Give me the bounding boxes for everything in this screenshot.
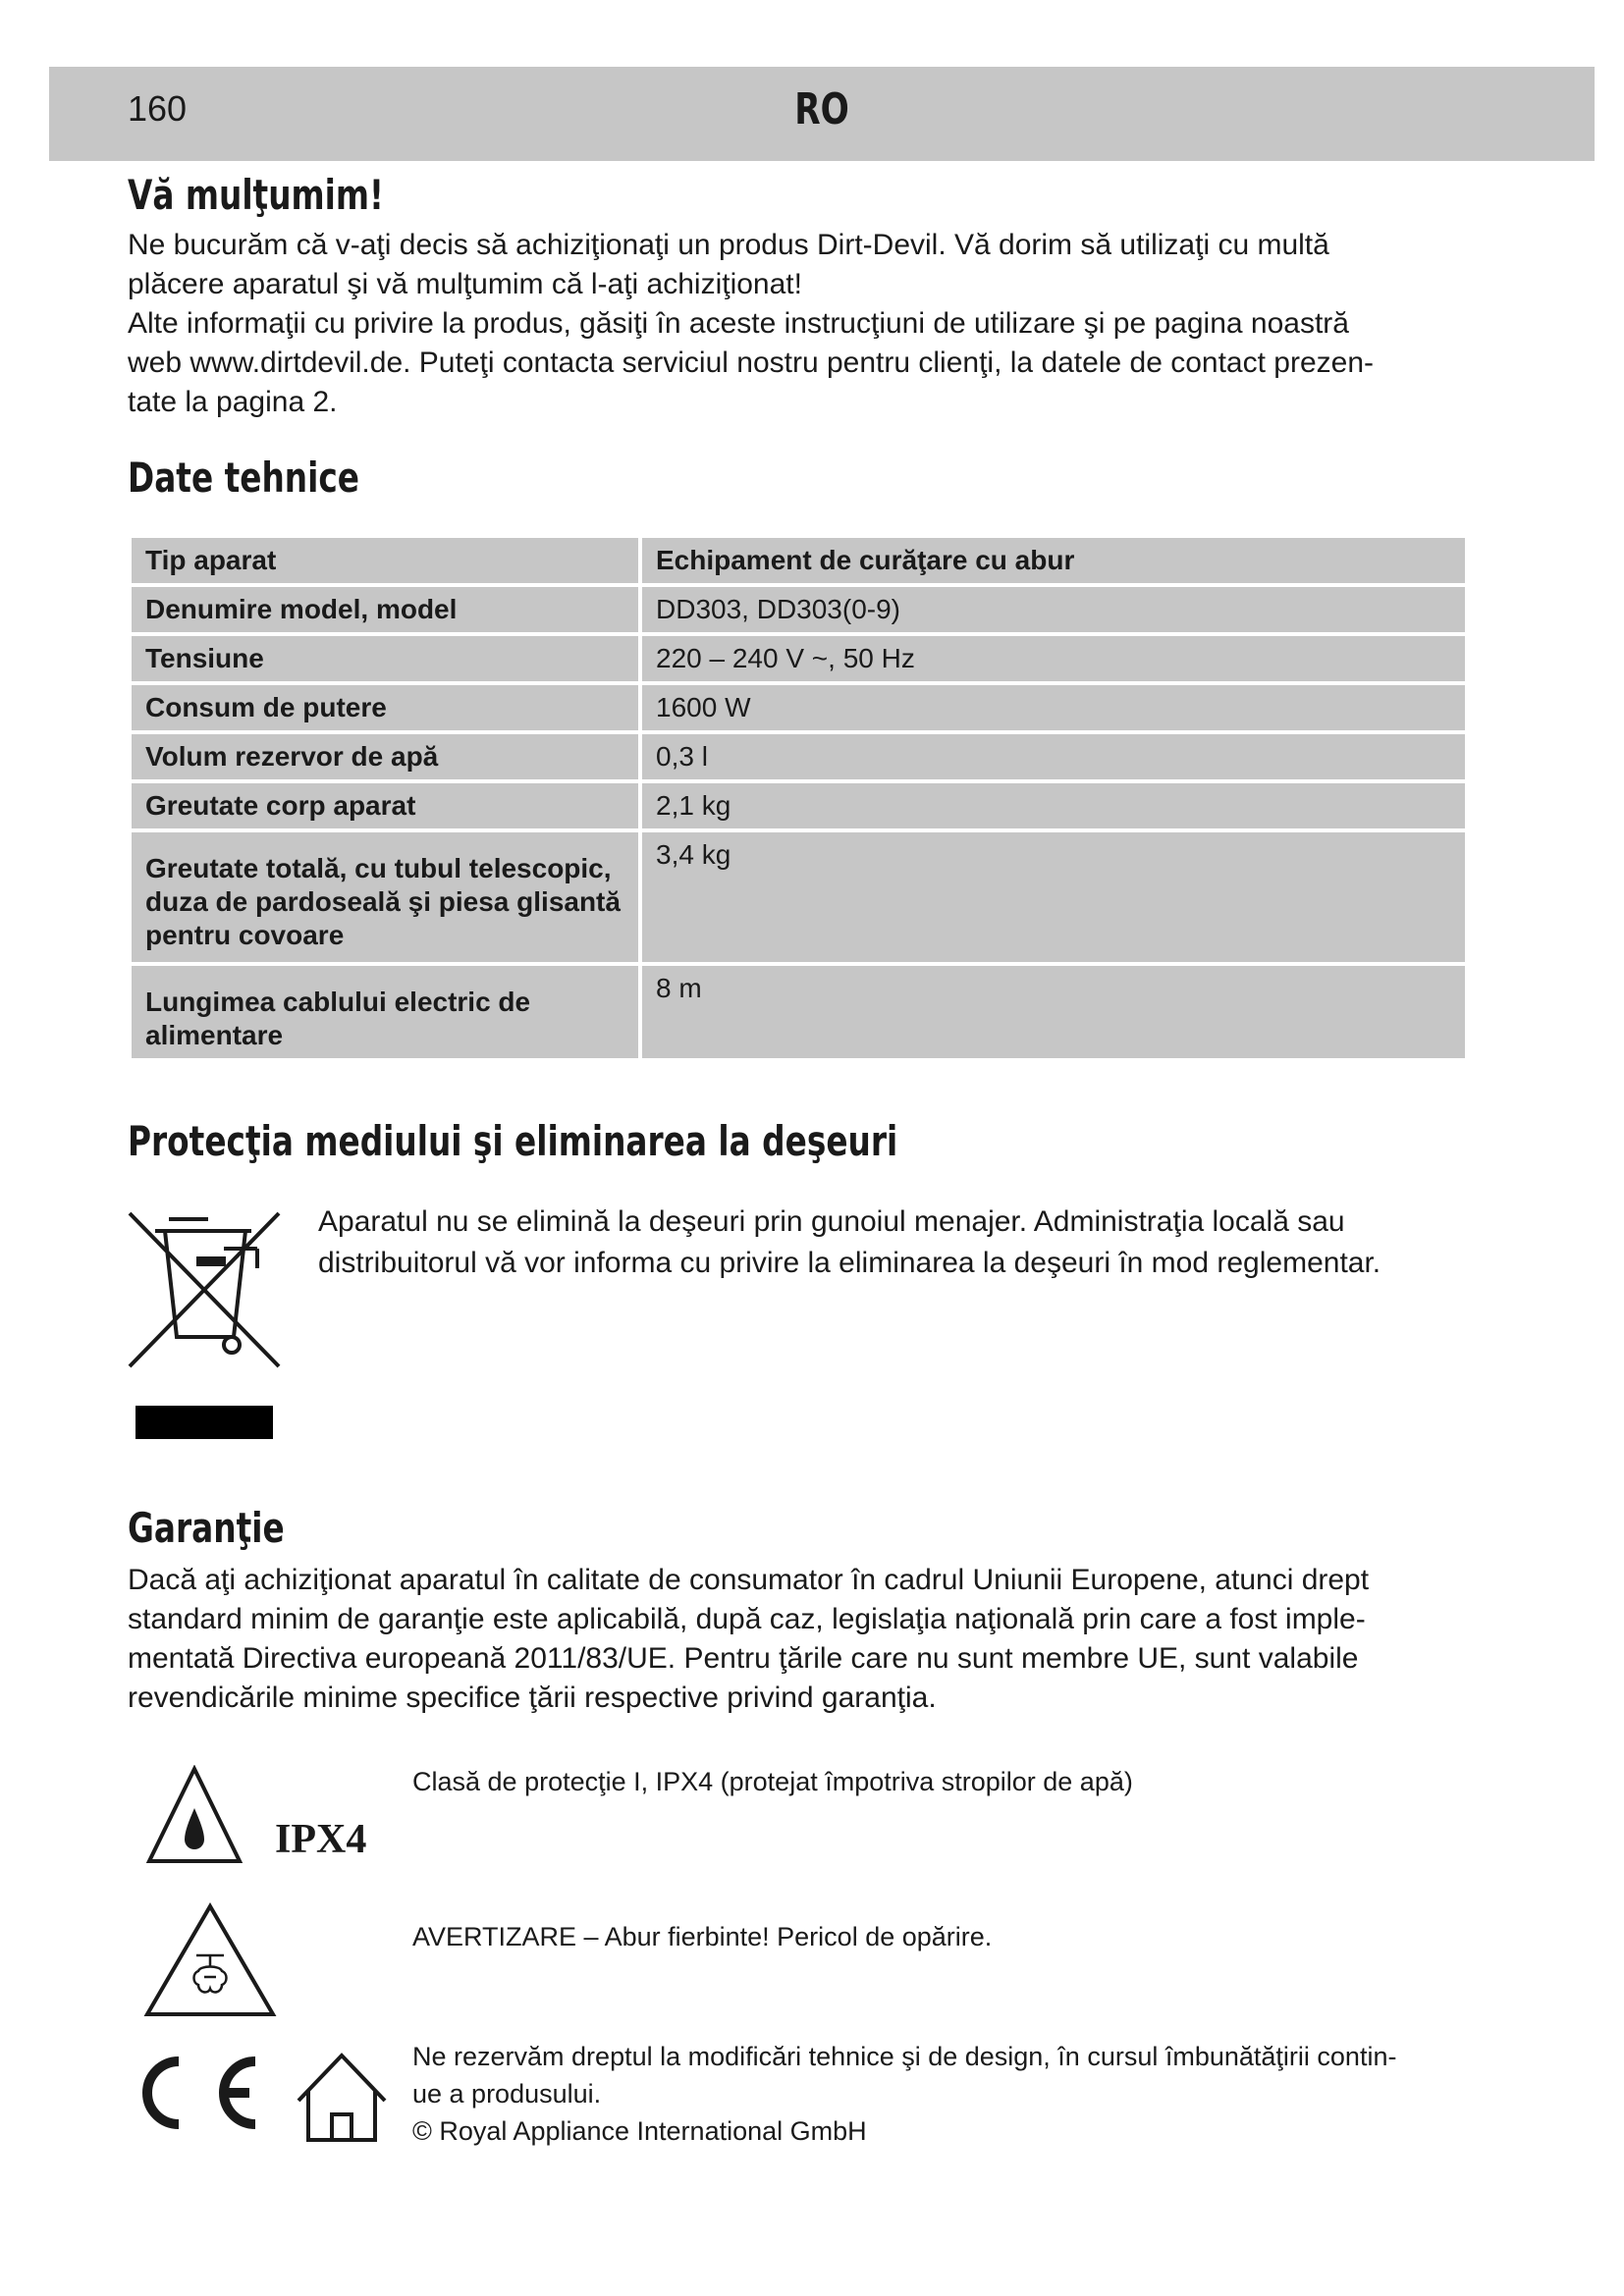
environment-line: distribuitorul vă vor informa cu privire la eliminarea la deşeuri în mod reglementar. [318, 1247, 1381, 1279]
spec-value: 8 m [642, 966, 1465, 1058]
spec-value: 220 – 240 V ~, 50 Hz [642, 636, 1465, 681]
warranty-line: mentată Directiva europeană 2011/83/UE. Pentru ţările care nu sunt membre UE, sunt valabile [128, 1642, 1359, 1675]
page-number: 160 [128, 88, 188, 129]
thanks-line: plăcere aparatul şi vă mulţumim că l-aţi achiziţionat! [128, 268, 802, 300]
spec-value: 0,3 l [642, 734, 1465, 779]
warranty-line: Dacă aţi achiziţionat aparatul în calitate de consumator în cadrul Uniunii Europene, atunci drept [128, 1564, 1370, 1596]
weee-bin-icon [126, 1209, 283, 1445]
thanks-line: web www.dirtdevil.de. Puteţi contacta serviciul nostru pentru clienţi, la datele de contact prezen- [128, 347, 1374, 379]
table-row [132, 966, 1465, 1058]
ipx4-description: Clasă de protecţie I, IPX4 (protejat împotriva stropilor de apă) [412, 1767, 1133, 1796]
warranty-line: standard minim de garanţie este aplicabilă, după caz, legislaţia naţională prin care a fost imple- [128, 1603, 1366, 1635]
ipx4-symbol [145, 1765, 391, 1873]
spec-label: Greutate totală, cu tubul telescopic, duza de pardoseală şi piesa glisantă pentru covoare [132, 832, 638, 962]
spec-value: 1600 W [642, 685, 1465, 730]
tech-heading: Date tehnice [128, 454, 359, 502]
thanks-text [128, 226, 1473, 422]
environment-heading: Protecţia mediului şi eliminarea la deşeuri [128, 1117, 898, 1165]
indoor-use-house-icon [298, 2056, 385, 2140]
environment-text [318, 1201, 1477, 1284]
steam-warning-text: AVERTIZARE – Abur fierbinte! Pericol de opărire. [412, 1922, 993, 1951]
rights-line: ue a produsului. [412, 2079, 602, 2109]
spec-value: Echipament de curăţare cu abur [642, 538, 1465, 583]
water-drop-icon [185, 1808, 204, 1849]
ce-mark-icon [147, 2061, 255, 2124]
warranty-heading: Garanţie [128, 1504, 285, 1552]
certification-marks [134, 2046, 399, 2144]
spec-value: DD303, DD303(0-9) [642, 587, 1465, 632]
table-row [132, 538, 1465, 583]
spec-label: Denumire model, model [132, 587, 638, 632]
spec-label: Consum de putere [132, 685, 638, 730]
warranty-line: revendicările minime specifice ţării respective privind garanţia. [128, 1682, 937, 1714]
copyright: © Royal Appliance International GmbH [412, 2116, 867, 2146]
warranty-text [128, 1561, 1473, 1718]
language-code: RO [794, 84, 849, 134]
spec-label: Greutate corp aparat [132, 783, 638, 828]
spec-label: Tip aparat [132, 538, 638, 583]
rights-line: Ne rezervăm dreptul la modificări tehnice şi de design, în cursul îmbunătăţirii contin- [412, 2042, 1397, 2071]
rights-text [412, 2038, 1473, 2150]
spec-label: Lungimea cablului electric de alimentare [132, 966, 638, 1058]
thanks-line: Alte informaţii cu privire la produs, găsiţi în aceste instrucţiuni de utilizare şi pe pagina noastră [128, 307, 1349, 340]
spec-label: Volum rezervor de apă [132, 734, 638, 779]
thanks-line: tate la pagina 2. [128, 386, 338, 418]
table-row [132, 685, 1465, 730]
table-row [132, 783, 1465, 828]
thanks-line: Ne bucurăm că v-aţi decis să achiziţionaţi un produs Dirt-Devil. Vă dorim să utilizaţi cu multă [128, 229, 1329, 261]
spec-value: 3,4 kg [642, 832, 1465, 962]
spec-value: 2,1 kg [642, 783, 1465, 828]
spec-label: Tensiune [132, 636, 638, 681]
hot-steam-warning-icon [143, 1902, 277, 2018]
table-row [132, 587, 1465, 632]
table-row [132, 636, 1465, 681]
environment-line: Aparatul nu se elimină la deşeuri prin gunoiul menajer. Administraţia locală sau [318, 1205, 1345, 1238]
table-row [132, 832, 1465, 962]
page-header [49, 67, 1595, 161]
thanks-heading: Vă mulţumim! [128, 171, 384, 219]
table-row [132, 734, 1465, 779]
ipx4-label: IPX4 [275, 1817, 367, 1862]
spec-table [128, 534, 1469, 1062]
